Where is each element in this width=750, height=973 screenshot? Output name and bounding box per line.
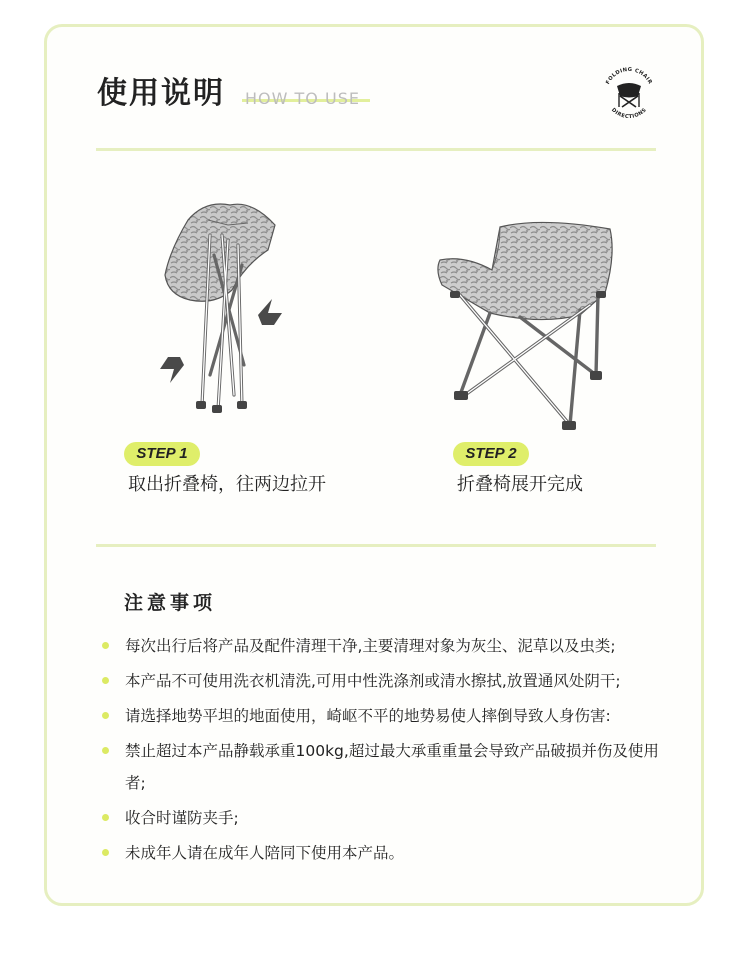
arrow-left-icon bbox=[160, 357, 184, 383]
unfolded-chair-illustration bbox=[430, 215, 615, 440]
note-text: 禁止超过本产品静载承重100kg,超过最大承重重量会导致产品破损并伤及使用者; bbox=[125, 742, 659, 792]
notes-title: 注意事项 bbox=[124, 592, 217, 614]
bullet-icon bbox=[102, 849, 109, 856]
arrow-right-icon bbox=[258, 299, 282, 325]
logo-ring-bottom: DIRECTIONS bbox=[610, 107, 648, 121]
step-2-badge: STEP 2 bbox=[453, 442, 529, 466]
header-divider bbox=[96, 148, 656, 151]
note-text: 请选择地势平坦的地面使用，崎岖不平的地势易使人摔倒导致人身伤害: bbox=[125, 707, 611, 725]
folding-chair-logo bbox=[598, 62, 660, 124]
step-2-text: 折叠椅展开完成 bbox=[457, 474, 583, 495]
list-item bbox=[100, 837, 660, 869]
list-item bbox=[100, 665, 660, 697]
page-title: 使用说明 bbox=[97, 76, 225, 111]
list-item bbox=[100, 735, 660, 799]
list-item bbox=[100, 630, 660, 662]
note-text: 未成年人请在成年人陪同下使用本产品。 bbox=[125, 844, 405, 862]
list-item bbox=[100, 802, 660, 834]
list-item bbox=[100, 700, 660, 732]
page-subtitle: HOW TO USE bbox=[245, 89, 360, 108]
svg-text:DIRECTIONS bbox=[610, 107, 648, 120]
chair-icon bbox=[617, 83, 641, 107]
note-text: 本产品不可使用洗衣机清洗,可用中性洗涤剂或清水擦拭,放置通风处阴干; bbox=[125, 672, 621, 690]
logo-ring-top: FOLDING CHAIR bbox=[605, 66, 653, 86]
bullet-icon bbox=[102, 712, 109, 719]
bullet-icon bbox=[102, 814, 109, 821]
step-1-text: 取出折叠椅，往两边拉开 bbox=[128, 474, 326, 495]
svg-text:FOLDING CHAIR bbox=[605, 67, 653, 86]
bullet-icon bbox=[102, 677, 109, 684]
section-divider bbox=[96, 544, 656, 547]
note-text: 收合时谨防夹手; bbox=[125, 809, 239, 827]
bullet-icon bbox=[102, 747, 109, 754]
step-1-badge: STEP 1 bbox=[124, 442, 200, 466]
note-text: 每次出行后将产品及配件清理干净,主要清理对象为灰尘、泥草以及虫类; bbox=[125, 637, 616, 655]
notes-list bbox=[100, 630, 660, 872]
bullet-icon bbox=[102, 642, 109, 649]
folded-chair-illustration bbox=[150, 195, 300, 425]
